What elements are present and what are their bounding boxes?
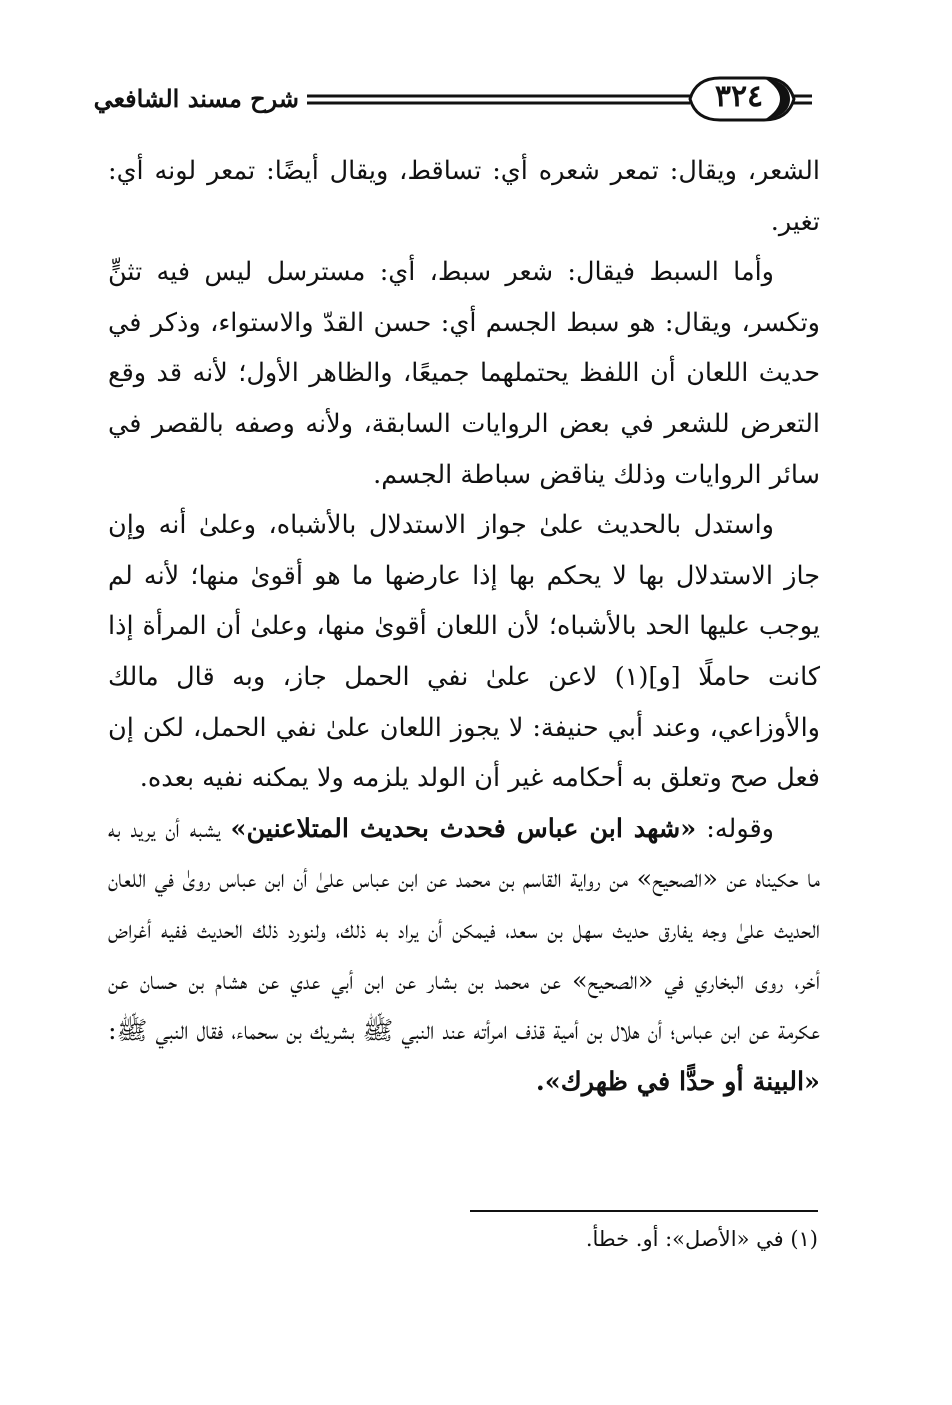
- closing-quote: «البينة أو حدًّا في ظهرك».: [535, 1066, 820, 1097]
- page-header: [93, 70, 812, 130]
- main-text: [108, 146, 820, 1107]
- paragraph-4-text: يشبه أن يريد به ما حكيناه عن «الصحيح» من رواية القاسم بن محمد عن ابن عباس علىٰ أن ابن عباس روىٰ في اللعان الحديث علىٰ وجه يفارق حديث سهل بن سعد، فيمكن أن يراد به ذلك، ولنورد ذلك الحديث ففيه أغراض أخر، روى البخاري في «الصحيح» عن محمد بن بشار عن ابن أبي عدي عن هشام بن حسان عن عكرمة عن ابن عباس؛ أن هلال بن أمية قذف امرأته عند النبي ﷺ بشريك بن سحماء، فقال النبي ﷺ:: [108, 813, 821, 1047]
- paragraph-4: [108, 804, 820, 1108]
- paragraph-2: [108, 247, 820, 500]
- paragraph-2-text: وأما السبط فيقال: شعر سبط، أي: مسترسل ليس فيه تثنٍّ وتكسر، ويقال: هو سبط الجسم أي: حسن القدّ والاستواء، وذكر في حديث اللعان أن اللفظ يحتملهما جميعًا، والظاهر الأول؛ لأنه قد وقع التعرض للشعر في بعض الروايات السابقة، ولأنه وصفه بالقصر في سائر الروايات وذلك يناقض سباطة الجسم.: [108, 257, 820, 490]
- paragraph-3: [108, 500, 820, 804]
- page-number: ٣٢٤: [714, 79, 764, 114]
- paragraph-4-lead: وقوله:: [696, 813, 774, 844]
- running-title: شرح مسند الشافعي: [86, 84, 307, 113]
- paragraph-1: [108, 146, 820, 247]
- paragraph-1-text: الشعر، ويقال: تمعر شعره أي: تساقط، ويقال أيضًا: تمعر لونه أي: تغير.: [108, 156, 820, 237]
- footnote-divider: [470, 1210, 818, 1212]
- quoted-phrase: «شهد ابن عباس فحدث بحديث المتلاعنين»: [230, 813, 697, 844]
- paragraph-3-text: واستدل بالحديث علىٰ جواز الاستدلال بالأشباه، وعلىٰ أنه وإن جاز الاستدلال بها لا يحكم بها إذا عارضها ما هو أقوىٰ منها؛ لأنه لم يوجب عليها الحد بالأشباه؛ لأن اللعان أقوىٰ منها، وعلىٰ أن المرأة إذا كانت حاملًا [و](١) لاعن علىٰ نفي الحمل جاز، وبه قال مالك والأوزاعي، وعند أبي حنيفة: لا يجوز اللعان علىٰ نفي الحمل، لكن إن فعل صح وتعلق به أحكامه غير أن الولد يلزمه ولا يمكنه نفيه بعده.: [108, 510, 820, 794]
- footnote: (١) في «الأصل»: أو. خطأ.: [585, 1227, 818, 1251]
